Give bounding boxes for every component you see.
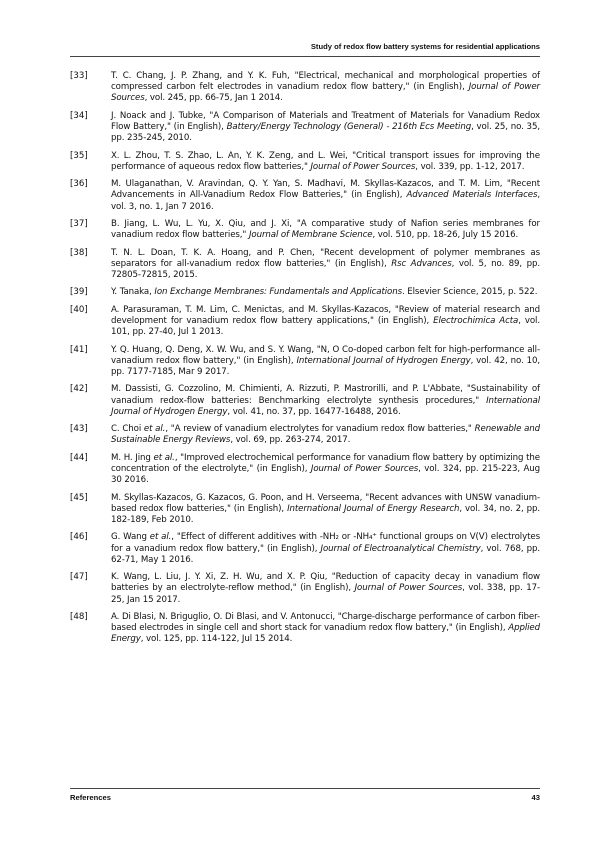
reference-details: , vol. 69, pp. 263-274, 2017. — [230, 435, 351, 446]
reference-journal: Applied Energy — [111, 623, 540, 645]
reference-authors-title: A. Parasuraman, T. M. Lim, C. Menictas, and M. Skyllas-Kazacos, "Review of material research and development for vanadium redox flow battery applications," (in English), — [111, 304, 540, 326]
reference-et-al: et al. — [149, 532, 172, 543]
reference-entry — [70, 612, 540, 646]
reference-journal: Rsc Advances — [391, 258, 452, 269]
reference-entry — [70, 111, 540, 145]
reference-journal: Journal of Membrane Science — [248, 230, 373, 241]
reference-journal: Ion Exchange Membranes: Fundamentals and Applications — [154, 287, 402, 298]
reference-details: , vol. 34, no. 2, pp. 182-189, Feb 2010. — [111, 503, 540, 525]
reference-authors-title: M. Dassisti, G. Cozzolino, M. Chimienti, A. Rizzuti, P. Mastrorilli, and P. L'Abbate, "Sustainability of vanadium redox-flow batteries: Benchmarking electrolyte synthesis procedures," — [111, 384, 540, 406]
reference-entry — [70, 71, 540, 105]
reference-text — [111, 151, 540, 173]
reference-authors-title: T. C. Chang, J. P. Zhang, and Y. K. Fuh, "Electrical, mechanical and morphological properties of compressed carbon felt electrodes in vanadium redox flow battery," (in English), — [111, 71, 540, 93]
reference-entry — [70, 493, 540, 527]
reference-journal: International Journal of Hydrogen Energy — [111, 395, 540, 417]
reference-number: [36] — [70, 179, 88, 190]
reference-list — [70, 71, 540, 652]
reference-authors-title: K. Wang, L. Liu, J. Y. Xi, Z. H. Wu, and X. P. Qiu, "Reduction of capacity decay in vanadium flow batteries by an electrolyte-reflow method," (in English), — [111, 572, 540, 594]
reference-authors-title: M. H. Jing — [111, 452, 154, 463]
reference-text — [111, 572, 540, 606]
reference-details: , vol. 5, no. 89, pp. 72805-72815, 2015. — [111, 258, 540, 280]
reference-entry — [70, 453, 540, 487]
header-divider — [70, 56, 540, 57]
reference-details: , vol. 3, no. 1, Jan 7 2016. — [111, 190, 540, 212]
reference-text — [111, 179, 540, 213]
reference-authors-title: B. Jiang, L. Wu, L. Yu, X. Qiu, and J. Xi, "A comparative study of Nafion series membranes for vanadium redox flow batteries," — [111, 218, 540, 241]
reference-details: . Elsevier Science, 2015, p. 522. — [401, 287, 538, 298]
reference-number: [45] — [70, 492, 88, 503]
reference-authors-title: M. Ulaganathan, V. Aravindan, Q. Y. Yan, S. Madhavi, M. Skyllas-Kazacos, and T. M. Lim, "Recent Advancements in All-Vanadium Redox Flow Batteries," (in English), — [111, 179, 540, 201]
reference-number: [37] — [70, 218, 88, 229]
reference-number: [44] — [70, 452, 88, 463]
reference-journal: Advanced Materials Interfaces — [406, 190, 538, 201]
reference-details: , vol. 510, pp. 18-26, July 15 2016. — [372, 230, 519, 241]
reference-authors-title: T. N. L. Doan, T. K. A. Hoang, and P. Chen, "Recent development of polymer membranes as separators for all-vanadium redox flow batteries," (in English), — [111, 247, 540, 269]
reference-text — [111, 424, 540, 446]
reference-text — [111, 71, 540, 105]
reference-number: [47] — [70, 572, 88, 583]
reference-journal: Battery/Energy Technology (General) - 216th Ecs Meeting — [226, 122, 472, 132]
reference-text — [111, 384, 540, 418]
reference-number: [40] — [70, 304, 88, 315]
reference-number: [41] — [70, 344, 88, 355]
running-header: Study of redox flow battery systems for residential applications — [310, 42, 540, 51]
reference-number: [33] — [70, 71, 88, 81]
reference-et-al: et al. — [143, 424, 166, 435]
reference-details: , vol. 41, no. 37, pp. 16477-16488, 2016. — [227, 406, 401, 417]
reference-text — [111, 305, 540, 339]
reference-text — [111, 612, 540, 646]
reference-text — [111, 287, 540, 298]
reference-details: , vol. 245, pp. 66-75, Jan 1 2014. — [144, 93, 283, 104]
reference-details: , vol. 42, no. 10, pp. 7177-7185, Mar 9 2017. — [111, 355, 540, 377]
reference-title: , "Improved electrochemical performance for vanadium flow battery by optimizing the concentration of the electrolyte," (in English), — [111, 452, 540, 474]
reference-journal: Journal of Power Sources — [354, 583, 463, 594]
reference-text — [111, 219, 540, 241]
reference-entry — [70, 287, 540, 298]
reference-text — [111, 248, 540, 282]
reference-number: [48] — [70, 611, 88, 622]
reference-entry — [70, 532, 540, 566]
reference-number: [38] — [70, 247, 88, 258]
reference-journal: Electrochimica Acta — [433, 315, 519, 326]
reference-et-al: et al. — [153, 452, 175, 463]
reference-text — [111, 345, 540, 379]
reference-journal: Journal of Power Sources — [310, 161, 416, 172]
reference-details: , vol. 101, pp. 27-40, Jul 1 2013. — [111, 315, 540, 338]
reference-text — [111, 111, 540, 145]
reference-journal: Journal of Power Sources — [310, 463, 419, 474]
reference-entry — [70, 345, 540, 379]
reference-number: [34] — [70, 110, 88, 121]
reference-text — [111, 453, 540, 487]
reference-entry — [70, 424, 540, 446]
reference-entry — [70, 151, 540, 173]
reference-title: , "A review of vanadium electrolytes for vanadium redox flow batteries," — [165, 424, 475, 435]
reference-entry — [70, 572, 540, 606]
reference-authors-title: J. Noack and J. Tubke, "A Comparison of Materials and Treatment of Materials for Vanadium Redox Flow Battery," (in English), — [111, 110, 540, 132]
reference-authors-title: C. Choi — [111, 424, 144, 435]
reference-details: , vol. 338, pp. 17-25, Jan 15 2017. — [111, 583, 540, 605]
reference-authors-title: X. L. Zhou, T. S. Zhao, L. An, Y. K. Zeng, and L. Wei, "Critical transport issues for improving the performance of aqueous redox flow batteries," — [111, 150, 540, 172]
reference-number: [42] — [70, 384, 88, 395]
reference-authors-title: Y. Q. Huang, Q. Deng, X. W. Wu, and S. Y. Wang, "N, O Co-doped carbon felt for high-performance all-vanadium redox flow battery," (in English), — [111, 344, 540, 366]
footer-section-label: References — [70, 793, 111, 802]
reference-journal: Renewable and Sustainable Energy Reviews — [111, 424, 540, 446]
reference-entry — [70, 219, 540, 241]
reference-text — [111, 493, 540, 527]
reference-authors-title: A. Di Blasi, N. Briguglio, O. Di Blasi, and V. Antonucci, "Charge-discharge performance of carbon fiber-based electrodes in single cell and short stack for vanadium redox flow battery," (in English), — [111, 611, 540, 634]
reference-journal: Journal of Power Sources — [111, 82, 540, 104]
reference-number: [35] — [70, 150, 88, 161]
reference-details: , vol. 125, pp. 114-122, Jul 15 2014. — [140, 634, 293, 645]
reference-authors-title: Y. Tanaka, — [111, 287, 155, 298]
reference-details: , vol. 768, pp. 62-71, May 1 2016. — [111, 543, 540, 565]
footer-divider — [70, 788, 540, 789]
reference-details: , vol. 324, pp. 215-223, Aug 30 2016. — [111, 463, 540, 486]
reference-number: [39] — [70, 287, 88, 298]
reference-number: [43] — [70, 424, 88, 435]
reference-authors-title: M. Skyllas-Kazacos, G. Kazacos, G. Poon, and H. Verseema, "Recent advances with UNSW vanadium-based redox flow batteries," (in English), — [111, 492, 540, 514]
reference-journal: International Journal of Energy Research — [287, 503, 460, 514]
reference-journal: International Journal of Hydrogen Energy — [296, 355, 471, 366]
reference-entry — [70, 179, 540, 213]
reference-authors-title: G. Wang — [111, 532, 150, 543]
reference-journal: Journal of Electroanalytical Chemistry — [320, 543, 481, 554]
page-number: 43 — [531, 793, 540, 802]
reference-title: , "Effect of different additives with -NH₂ or -NH₄⁺ functional groups on V(V) electrolytes for a vanadium redox flow battery," (in English), — [111, 532, 540, 554]
reference-number: [46] — [70, 532, 88, 543]
reference-details: , vol. 25, no. 35, pp. 235-245, 2010. — [111, 122, 540, 144]
reference-entry — [70, 305, 540, 339]
reference-entry — [70, 248, 540, 282]
reference-details: , vol. 339, pp. 1-12, 2017. — [415, 161, 525, 172]
reference-entry — [70, 384, 540, 418]
reference-text — [111, 532, 540, 566]
